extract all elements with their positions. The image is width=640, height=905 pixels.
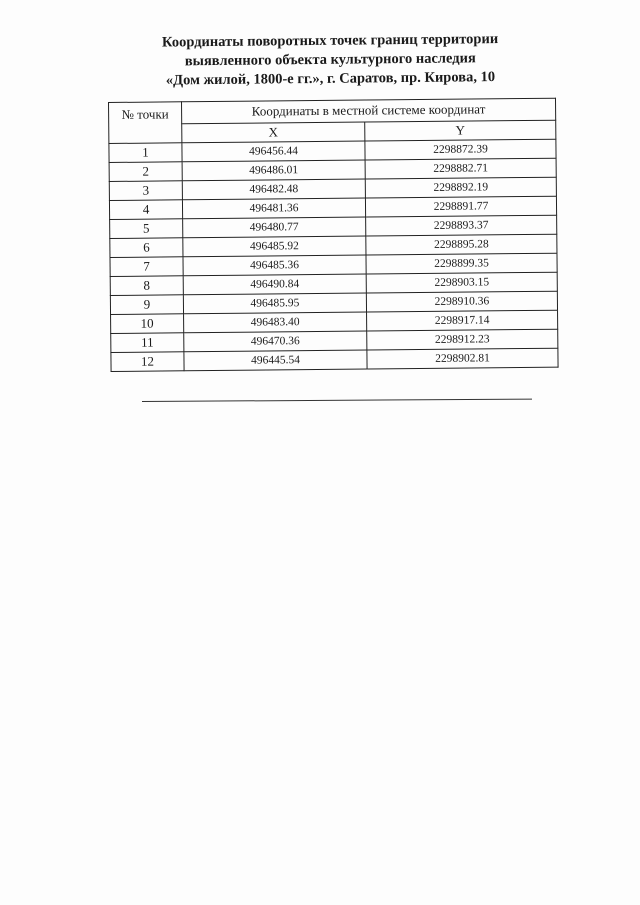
x-coordinate-cell: 496470.36 — [184, 331, 367, 352]
document-title — [120, 30, 541, 91]
x-coordinate-cell: 496480.77 — [183, 217, 366, 238]
x-coordinate-cell: 496483.40 — [184, 312, 367, 333]
x-coordinate-cell: 496486.01 — [182, 160, 365, 181]
y-coordinate-cell: 2298882.71 — [365, 158, 556, 179]
x-header: X — [182, 122, 365, 143]
point-number-cell: 4 — [109, 200, 182, 220]
x-coordinate-cell: 496445.54 — [184, 350, 367, 371]
coordinates-table — [108, 98, 559, 372]
point-number-cell: 8 — [110, 276, 183, 296]
y-coordinate-cell: 2298902.81 — [367, 348, 558, 369]
y-coordinate-cell: 2298917.14 — [367, 310, 558, 331]
point-number-header: № точки — [109, 102, 182, 144]
x-coordinate-cell: 496456.44 — [182, 141, 365, 162]
title-line-1: Координаты поворотных точек границ территории — [161, 31, 499, 51]
point-number-cell: 3 — [109, 181, 182, 201]
point-number-cell: 10 — [111, 314, 184, 334]
title-line-3: «Дом жилой, 1800-е гг.», г. Саратов, пр. Кирова, 10 — [165, 69, 496, 89]
x-coordinate-cell: 496481.36 — [182, 198, 365, 219]
point-number-cell: 9 — [110, 295, 183, 315]
x-coordinate-cell: 496490.84 — [183, 274, 366, 295]
point-number-cell: 2 — [109, 162, 182, 182]
point-number-cell: 7 — [110, 257, 183, 277]
coordinates-table-body — [109, 139, 558, 371]
coordinates-table-wrapper — [108, 98, 559, 372]
point-number-cell: 11 — [111, 333, 184, 353]
y-coordinate-cell: 2298899.35 — [366, 253, 557, 274]
y-coordinate-cell: 2298892.19 — [365, 177, 556, 198]
x-coordinate-cell: 496485.92 — [183, 236, 366, 257]
y-header: Y — [365, 120, 556, 141]
y-coordinate-cell: 2298912.23 — [367, 329, 558, 350]
point-number-cell: 1 — [109, 143, 182, 163]
point-number-cell: 5 — [110, 219, 183, 239]
table-row — [111, 348, 558, 371]
title-line-2: выявленного объекта культурного наследия — [184, 50, 476, 70]
x-coordinate-cell: 496485.36 — [183, 255, 366, 276]
y-coordinate-cell: 2298891.77 — [365, 196, 556, 217]
y-coordinate-cell: 2298895.28 — [366, 234, 557, 255]
x-coordinate-cell: 496482.48 — [182, 179, 365, 200]
point-number-cell: 12 — [111, 352, 184, 372]
point-number-cell: 6 — [110, 238, 183, 258]
y-coordinate-cell: 2298893.37 — [366, 215, 557, 236]
y-coordinate-cell: 2298903.15 — [366, 272, 557, 293]
bottom-divider-line — [142, 399, 532, 402]
y-coordinate-cell: 2298910.36 — [366, 291, 557, 312]
x-coordinate-cell: 496485.95 — [183, 293, 366, 314]
y-coordinate-cell: 2298872.39 — [365, 139, 556, 160]
coordinates-header: Координаты в местной системе координат — [182, 98, 556, 123]
